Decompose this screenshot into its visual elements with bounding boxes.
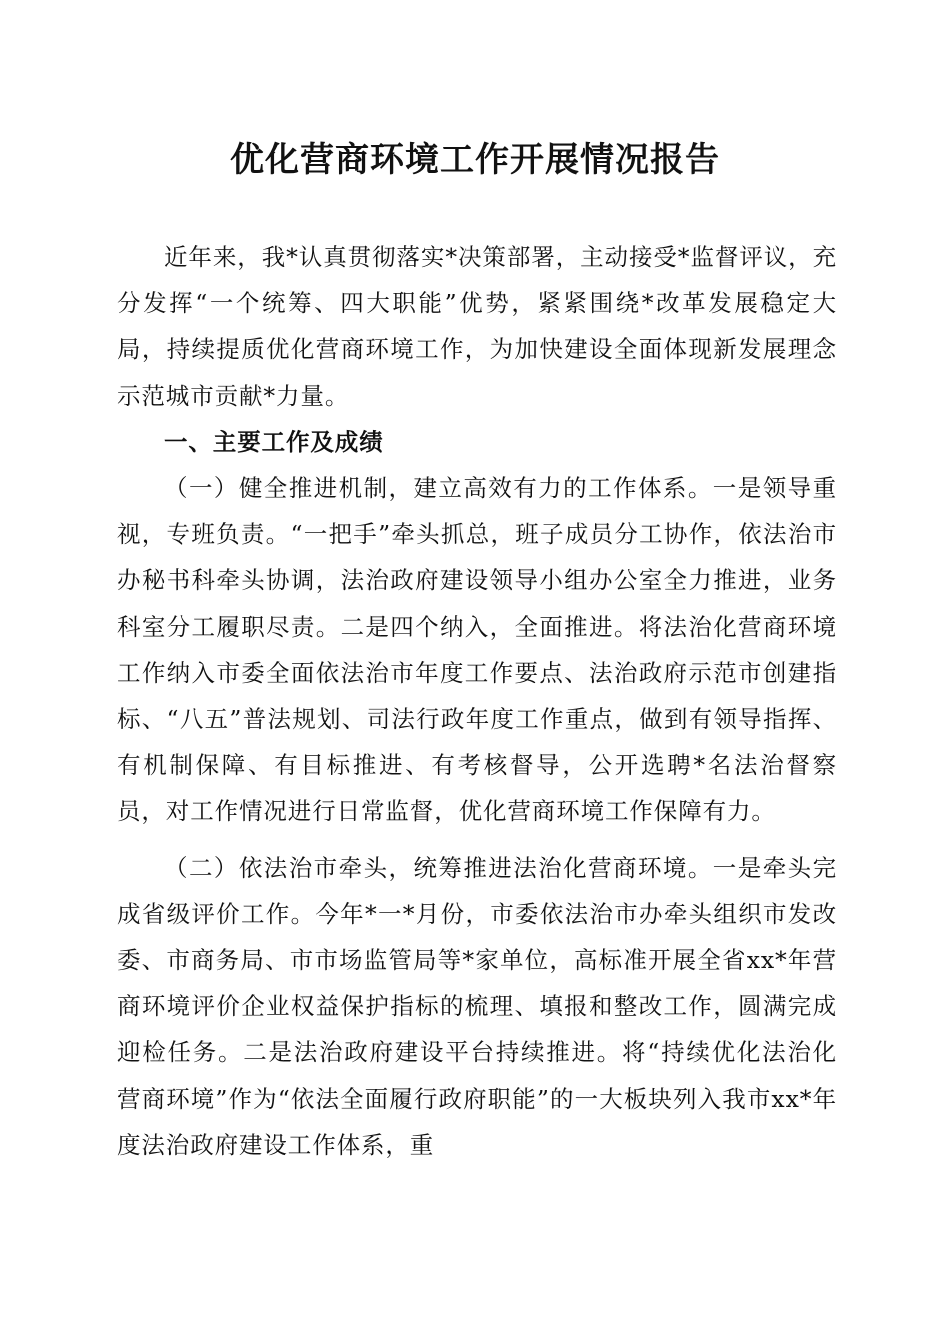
subsection-paragraph-2: （二）依法治市牵头，统筹推进法治化营商环境。一是牵头完成省级评价工作。今年*一*月份，市委依法治市办牵头组织市发改委、市商务局、市市场监管局等*家单位，高标准开展全省xx*年营商环境评价企业权益保护指标的梳理、填报和整改工作，圆满完成迎检任务。二是法治政府建设平台持续推进。将“持续优化法治化营商环境”作为“依法全面履行政府职能”的一大板块列入我市xx*年度法治政府建设工作体系，重: [117, 853, 837, 1159]
document-title: 优化营商环境工作开展情况报告: [230, 140, 720, 180]
section-heading: 一、主要工作及成绩: [164, 427, 384, 456]
subsection-paragraph-1: （一）健全推进机制，建立高效有力的工作体系。一是领导重视，专班负责。“一把手”牵头抓总，班子成员分工协作，依法治市办秘书科牵头协调，法治政府建设领导小组办公室全力推进，业务科室分工履职尽责。二是四个纳入，全面推进。将法治化营商环境工作纳入市委全面依法治市年度工作要点、法治政府示范市创建指标、“八五”普法规划、司法行政年度工作重点，做到有领导指挥、有机制保障、有目标推进、有考核督导，公开选聘*名法治督察员，对工作情况进行日常监督，优化营商环境工作保障有力。: [117, 474, 837, 826]
document-body: [117, 234, 837, 1168]
paragraph-spacer: [117, 835, 837, 845]
intro-paragraph: 近年来，我*认真贯彻落实*决策部署，主动接受*监督评议，充分发挥“一个统筹、四大职能”优势，紧紧围绕*改革发展稳定大局，持续提质优化营商环境工作，为加快建设全面体现新发展理念示范城市贡献*力量。: [117, 243, 837, 410]
